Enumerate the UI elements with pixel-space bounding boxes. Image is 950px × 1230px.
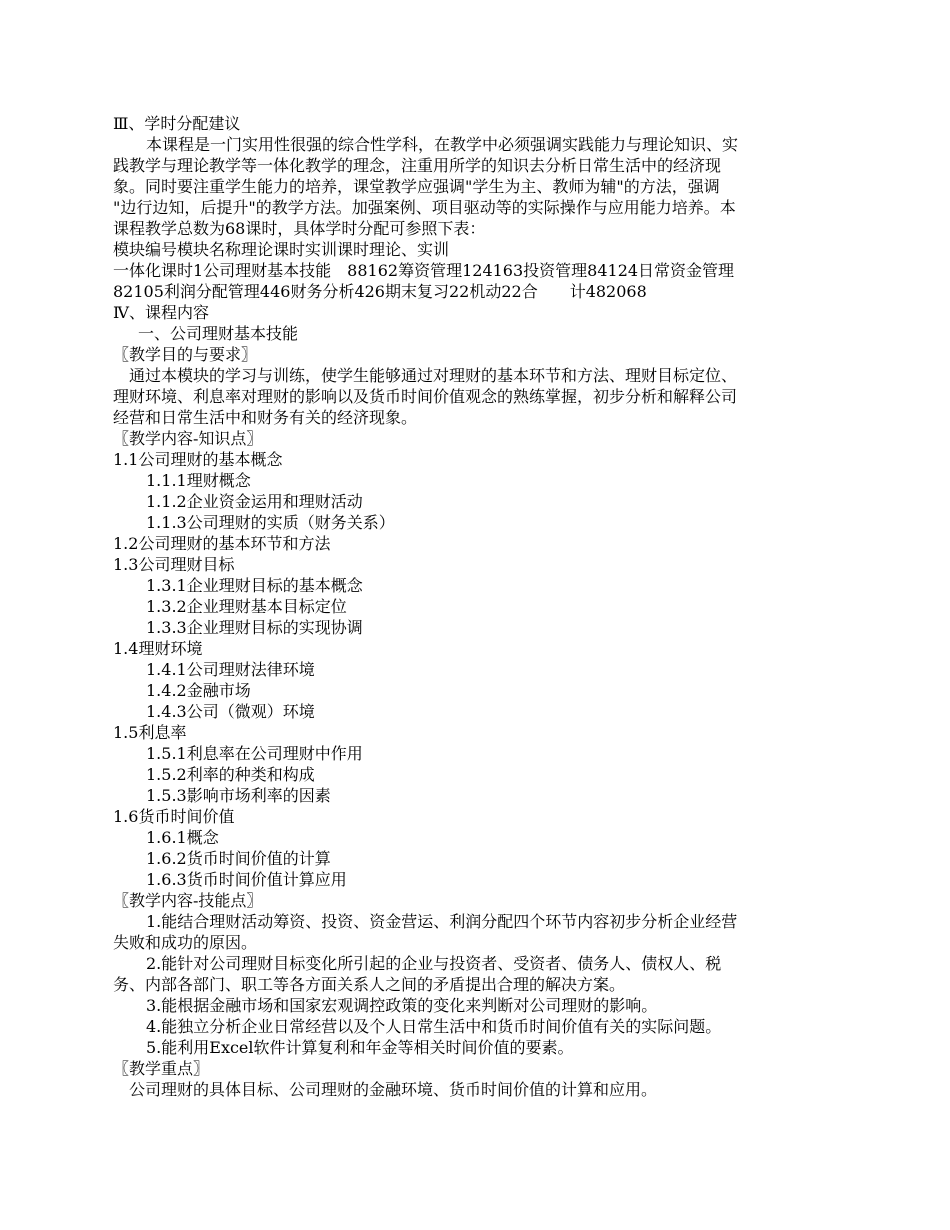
paragraph-line: 2.能针对公司理财目标变化所引起的企业与投资者、受资者、债务人、债权人、税: [146, 954, 722, 973]
outline-item: 1.4理财环境: [113, 639, 203, 658]
outline-item: 1.3公司理财目标: [113, 555, 235, 574]
outline-subitem: 1.1.3公司理财的实质（财务关系）: [146, 513, 395, 532]
outline-item: 1.2公司理财的基本环节和方法: [113, 534, 331, 553]
outline-subitem: 1.3.1企业理财目标的基本概念: [146, 576, 363, 595]
table-text-line: 一体化课时1公司理财基本技能 88162筹资管理124163投资管理84124日常资金管理: [113, 261, 735, 280]
paragraph-line: 象。同时要注重学生能力的培养，课堂教学应强调"学生为主、教师为辅"的方法，强调: [113, 177, 720, 196]
outline-subitem: 1.4.2金融市场: [146, 681, 251, 700]
paragraph-line: 经营和日常生活中和财务有关的经济现象。: [113, 408, 418, 427]
paragraph-line: 4.能独立分析企业日常经营以及个人日常生活中和货币时间价值有关的实际问题。: [146, 1017, 722, 1036]
outline-subitem: 1.4.1公司理财法律环境: [146, 660, 315, 679]
paragraph-line: 通过本模块的学习与训练，使学生能够通过对理财的基本环节和方法、理财目标定位、: [129, 366, 738, 385]
outline-subitem: 1.3.2企业理财基本目标定位: [146, 597, 347, 616]
paragraph-line: 本课程是一门实用性很强的综合性学科，在教学中必须强调实践能力与理论知识、实: [146, 135, 739, 154]
paragraph-line: 践教学与理论教学等一体化教学的理念，注重用所学的知识去分析日常生活中的经济现: [113, 156, 722, 175]
paragraph-line: 失败和成功的原因。: [113, 933, 258, 952]
module-title: 一、公司理财基本技能: [138, 324, 299, 343]
outline-subitem: 1.5.1利息率在公司理财中作用: [146, 744, 363, 763]
paragraph-line: 理财环境、利息率对理财的影响以及货币时间价值观念的熟练掌握，初步分析和解释公司: [113, 387, 738, 406]
paragraph-line: 务、内部各部门、职工等各方面关系人之间的矛盾提出合理的解决方案。: [113, 975, 626, 994]
outline-subitem: 1.6.2货币时间价值的计算: [146, 849, 331, 868]
table-text-line: 82105利润分配管理446财务分析426期末复习22机动22合 计482068: [113, 282, 647, 301]
outline-subitem: 1.3.3企业理财目标的实现协调: [146, 618, 363, 637]
section-heading: Ⅲ、学时分配建议: [113, 114, 241, 133]
outline-subitem: 1.4.3公司（微观）环境: [146, 702, 315, 721]
outline-subitem: 1.6.3货币时间价值计算应用: [146, 870, 347, 889]
focus-label: 〖教学重点〗: [113, 1059, 210, 1078]
skills-label: 〖教学内容-技能点〗: [113, 891, 263, 910]
outline-item: 1.1公司理财的基本概念: [113, 450, 283, 469]
outline-item: 1.6货币时间价值: [113, 807, 235, 826]
outline-item: 1.5利息率: [113, 723, 187, 742]
knowledge-label: 〖教学内容-知识点〗: [113, 429, 263, 448]
outline-subitem: 1.5.3影响市场利率的因素: [146, 786, 331, 805]
outline-subitem: 1.1.2企业资金运用和理财活动: [146, 492, 363, 511]
outline-subitem: 1.1.1理财概念: [146, 471, 251, 490]
paragraph-line: 课程教学总数为68课时，具体学时分配可参照下表：: [113, 219, 486, 238]
table-text-line: 模块编号模块名称理论课时实训课时理论、实训: [113, 240, 450, 259]
outline-subitem: 1.6.1概念: [146, 828, 219, 847]
paragraph-line: 1.能结合理财活动筹资、投资、资金营运、利润分配四个环节内容初步分析企业经营: [146, 912, 738, 931]
paragraph-line: 5.能利用Excel软件计算复利和年金等相关时间价值的要素。: [146, 1038, 574, 1057]
paragraph-line: "边行边知，后提升"的教学方法。加强案例、项目驱动等的实际操作与应用能力培养。本: [113, 198, 736, 217]
outline-subitem: 1.5.2利率的种类和构成: [146, 765, 315, 784]
paragraph-line: 3.能根据金融市场和国家宏观调控政策的变化来判断对公司理财的影响。: [146, 996, 658, 1015]
section-heading: Ⅳ、课程内容: [113, 303, 209, 322]
focus-text: 公司理财的具体目标、公司理财的金融环境、货币时间价值的计算和应用。: [129, 1080, 658, 1099]
goals-label: 〖教学目的与要求〗: [113, 345, 258, 364]
